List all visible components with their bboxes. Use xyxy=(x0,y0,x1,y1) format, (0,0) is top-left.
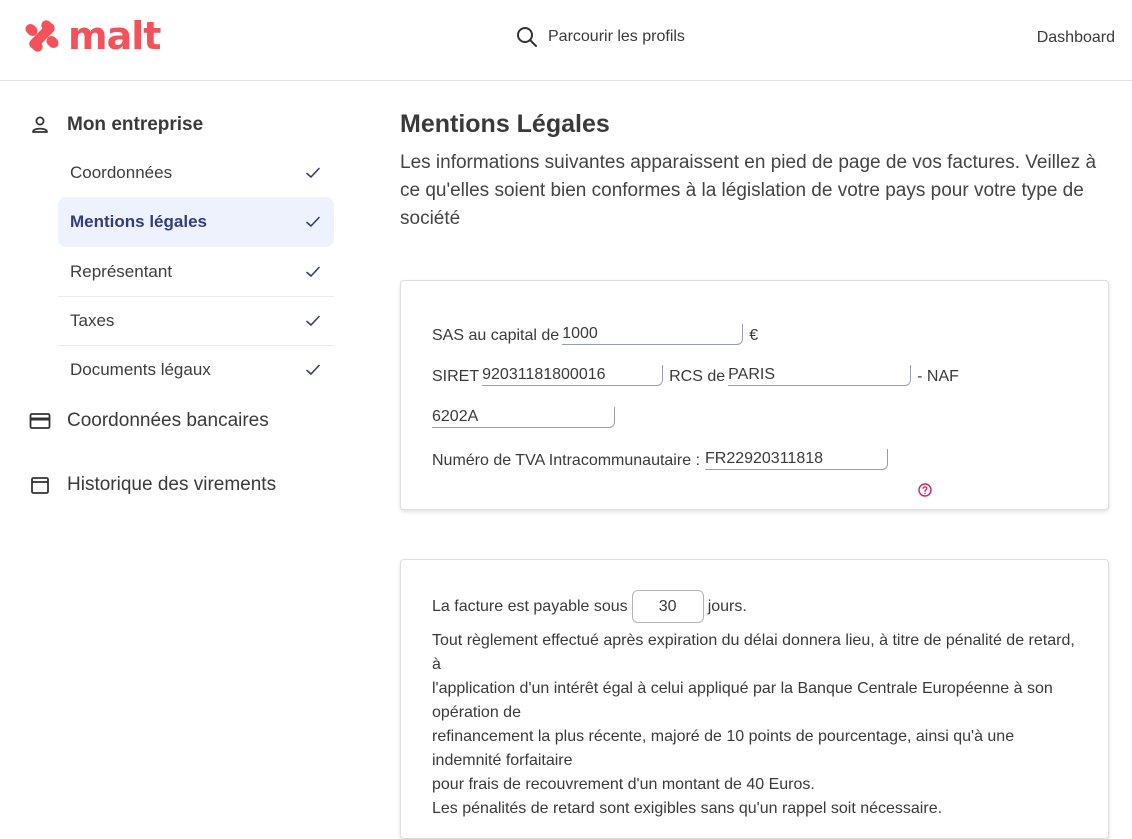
capital-input[interactable]: 1000 xyxy=(562,324,743,345)
sidebar-item-taxes[interactable] xyxy=(58,297,334,345)
sidebar-item-coordonnees[interactable] xyxy=(58,149,334,197)
check-icon xyxy=(304,361,322,379)
sidebar-item-mentions-legales[interactable] xyxy=(58,197,334,247)
sidebar-item-documents-legaux[interactable] xyxy=(58,346,334,394)
payment-days-input[interactable]: 30 xyxy=(632,590,704,623)
payment-terms-card xyxy=(400,559,1109,839)
page-title: Mentions Légales xyxy=(400,110,610,138)
payment-delay-label: La facture est payable sous xyxy=(432,597,628,615)
sidebar-item-label: Documents légaux xyxy=(70,360,211,379)
search-icon xyxy=(516,26,538,48)
sidebar-item-label: Coordonnées xyxy=(70,163,173,182)
browse-profiles-label: Parcourir les profils xyxy=(548,28,685,45)
calendar-icon xyxy=(29,474,51,496)
sidebar-section-history[interactable] xyxy=(29,474,276,496)
sidebar-item-label: Représentant xyxy=(70,262,173,281)
sidebar-section-company[interactable] xyxy=(29,114,203,136)
penalty-line: Tout règlement effectué après expiration du délai donnera lieu, à titre de pénalité de retard, à xyxy=(432,632,1075,673)
siret-row xyxy=(432,365,959,386)
logo-text: malt xyxy=(68,14,161,58)
capital-label: SAS au capital de xyxy=(432,327,560,344)
top-header xyxy=(0,0,1132,81)
payment-days-suffix: jours. xyxy=(707,597,747,615)
penalty-line: pour frais de recouvrement d'un montant de 40 Euros. xyxy=(432,776,815,793)
user-icon xyxy=(29,114,51,136)
naf-label: - NAF xyxy=(917,368,959,385)
malt-logo-icon xyxy=(22,16,62,56)
malt-logo[interactable] xyxy=(22,16,160,56)
capital-row xyxy=(432,324,758,345)
sidebar-section-bank-label: Coordonnées bancaires xyxy=(67,410,269,431)
credit-card-icon xyxy=(29,410,51,432)
check-icon xyxy=(304,263,322,281)
tva-label: Numéro de TVA Intracommunautaire : xyxy=(432,452,700,469)
tva-row xyxy=(432,449,888,470)
rcs-label: RCS de xyxy=(669,368,726,385)
sidebar-item-representant[interactable] xyxy=(58,248,334,296)
penalty-text xyxy=(432,629,1082,821)
naf-row xyxy=(432,407,615,428)
currency-label: € xyxy=(749,327,759,344)
sidebar-item-label: Taxes xyxy=(70,311,115,330)
dashboard-link[interactable]: Dashboard xyxy=(1036,29,1115,46)
check-icon xyxy=(304,213,322,231)
rcs-input[interactable]: PARIS xyxy=(728,365,911,386)
legal-mentions-card xyxy=(400,280,1109,510)
penalty-line: Les pénalités de retard sont exigibles sans qu'un rappel soit nécessaire. xyxy=(432,800,943,817)
naf-input[interactable]: 6202A xyxy=(432,407,615,428)
check-icon xyxy=(304,164,322,182)
check-icon xyxy=(304,312,322,330)
help-icon[interactable] xyxy=(918,483,932,497)
tva-input[interactable]: FR22920311818 xyxy=(705,449,888,470)
siret-label: SIRET xyxy=(432,368,480,385)
sidebar-section-company-label: Mon entreprise xyxy=(67,114,204,135)
browse-profiles-link[interactable] xyxy=(516,26,685,48)
penalty-line: refinancement la plus récente, majoré de 10 points de pourcentage, ainsi qu'à une indemnité forfaitaire xyxy=(432,728,1015,769)
payment-delay-row xyxy=(432,590,747,623)
sidebar-section-history-label: Historique des virements xyxy=(67,474,277,495)
siret-input[interactable]: 92031181800016 xyxy=(482,365,663,386)
penalty-line: l'application d'un intérêt égal à celui appliqué par la Banque Centrale Européenne à son opération de xyxy=(432,680,1053,721)
sidebar-item-label: Mentions légales xyxy=(70,212,207,231)
sidebar-section-bank[interactable] xyxy=(29,410,269,432)
page-description: Les informations suivantes apparaissent en pied de page de vos factures. Veillez à ce qu'elles soient bien conformes à la législation de votre pays pour votre type de société xyxy=(400,152,1097,229)
